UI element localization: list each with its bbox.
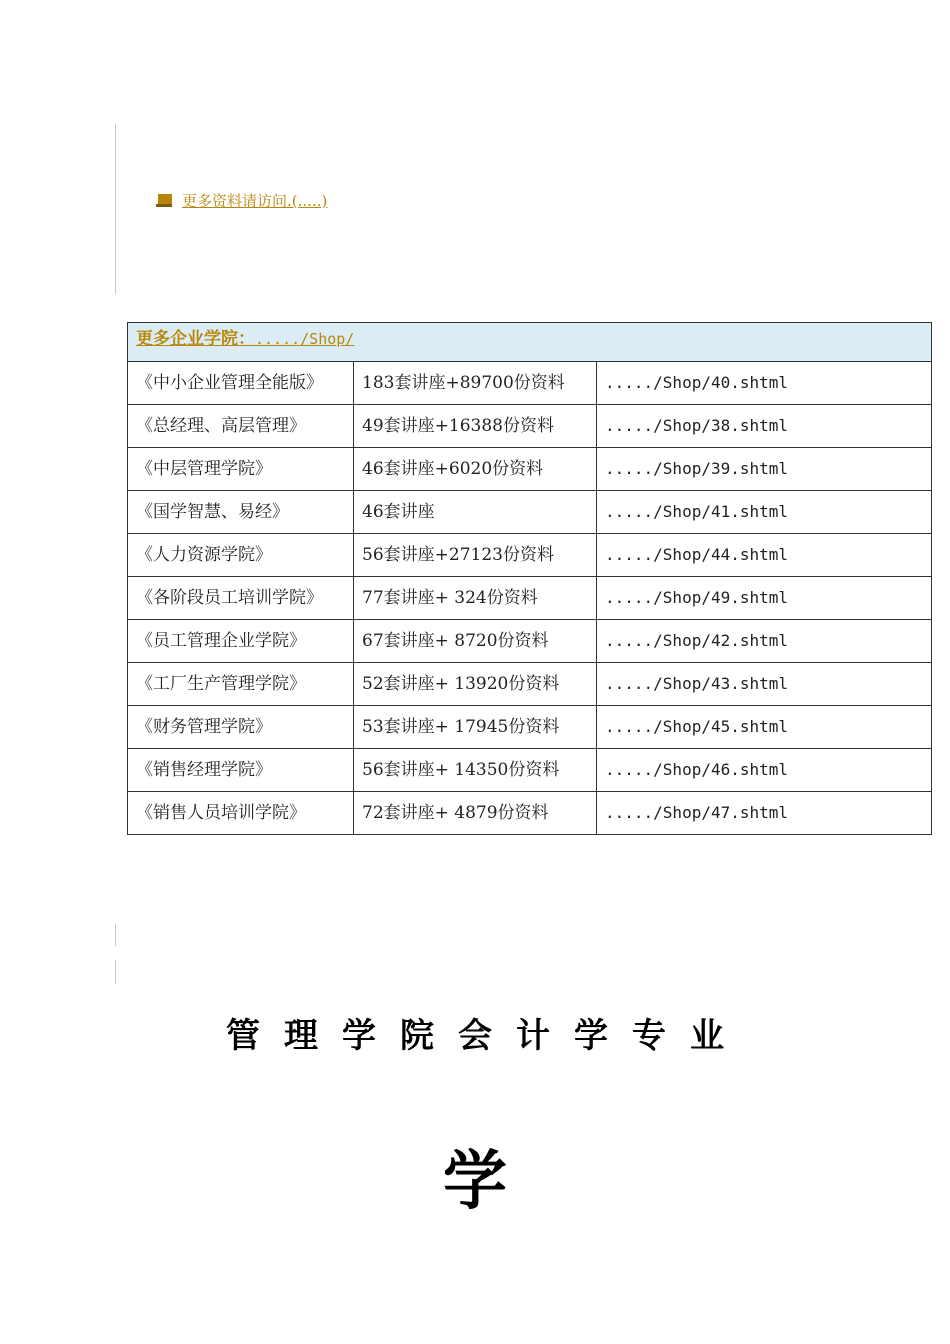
header-label: 更多企业学院： (136, 329, 255, 349)
course-name-cell: 《销售人员培训学院》 (128, 792, 354, 835)
course-name-cell: 《人力资源学院》 (128, 534, 354, 577)
table-row (128, 405, 932, 448)
margin-rule (115, 124, 116, 294)
course-count-cell: 72套讲座+ 4879份资料 (354, 792, 597, 835)
course-count-cell: 56套讲座+27123份资料 (354, 534, 597, 577)
table-header-cell (128, 323, 932, 362)
course-name-cell: 《员工管理企业学院》 (128, 620, 354, 663)
course-name-cell: 《工厂生产管理学院》 (128, 663, 354, 706)
document-title: 管理学院会计学专业 (226, 1016, 748, 1056)
course-count-cell: 67套讲座+ 8720份资料 (354, 620, 597, 663)
table-row (128, 706, 932, 749)
course-name-cell: 《各阶段员工培训学院》 (128, 577, 354, 620)
table-row (128, 620, 932, 663)
more-academies-link[interactable] (136, 329, 354, 349)
course-count-cell: 46套讲座+6020份资料 (354, 448, 597, 491)
course-name-cell: 《国学智慧、易经》 (128, 491, 354, 534)
course-count-cell: 53套讲座+ 17945份资料 (354, 706, 597, 749)
course-count-cell: 52套讲座+ 13920份资料 (354, 663, 597, 706)
course-name-cell: 《销售经理学院》 (128, 749, 354, 792)
course-name-cell: 《中小企业管理全能版》 (128, 362, 354, 405)
course-url-cell[interactable]: ...../Shop/38.shtml (597, 405, 932, 448)
course-url-cell[interactable]: ...../Shop/42.shtml (597, 620, 932, 663)
margin-rule (115, 960, 116, 984)
visit-link-row (156, 190, 327, 211)
bullet-icon (156, 194, 172, 208)
table-row (128, 362, 932, 405)
course-url-cell[interactable]: ...../Shop/46.shtml (597, 749, 932, 792)
course-url-cell[interactable]: ...../Shop/41.shtml (597, 491, 932, 534)
course-count-cell: 77套讲座+ 324份资料 (354, 577, 597, 620)
more-resources-link[interactable]: 更多资料请访问.(.....) (182, 192, 328, 210)
margin-rule (115, 924, 116, 946)
course-url-cell[interactable]: ...../Shop/40.shtml (597, 362, 932, 405)
course-url-cell[interactable]: ...../Shop/47.shtml (597, 792, 932, 835)
course-name-cell: 《财务管理学院》 (128, 706, 354, 749)
table-row (128, 792, 932, 835)
course-url-cell[interactable]: ...../Shop/39.shtml (597, 448, 932, 491)
course-count-cell: 56套讲座+ 14350份资料 (354, 749, 597, 792)
table-header-row (128, 323, 932, 362)
course-count-cell: 46套讲座 (354, 491, 597, 534)
table-row (128, 663, 932, 706)
course-url-cell[interactable]: ...../Shop/45.shtml (597, 706, 932, 749)
table-row (128, 534, 932, 577)
course-name-cell: 《总经理、高层管理》 (128, 405, 354, 448)
table-row (128, 491, 932, 534)
table-row (128, 448, 932, 491)
course-url-cell[interactable]: ...../Shop/49.shtml (597, 577, 932, 620)
shop-table (127, 322, 932, 835)
course-name-cell: 《中层管理学院》 (128, 448, 354, 491)
document-title-continued: 学 (443, 1144, 507, 1219)
header-url: ...../Shop/ (255, 330, 355, 348)
table-row (128, 577, 932, 620)
course-url-cell[interactable]: ...../Shop/43.shtml (597, 663, 932, 706)
course-count-cell: 49套讲座+16388份资料 (354, 405, 597, 448)
table-row (128, 749, 932, 792)
course-url-cell[interactable]: ...../Shop/44.shtml (597, 534, 932, 577)
course-count-cell: 183套讲座+89700份资料 (354, 362, 597, 405)
